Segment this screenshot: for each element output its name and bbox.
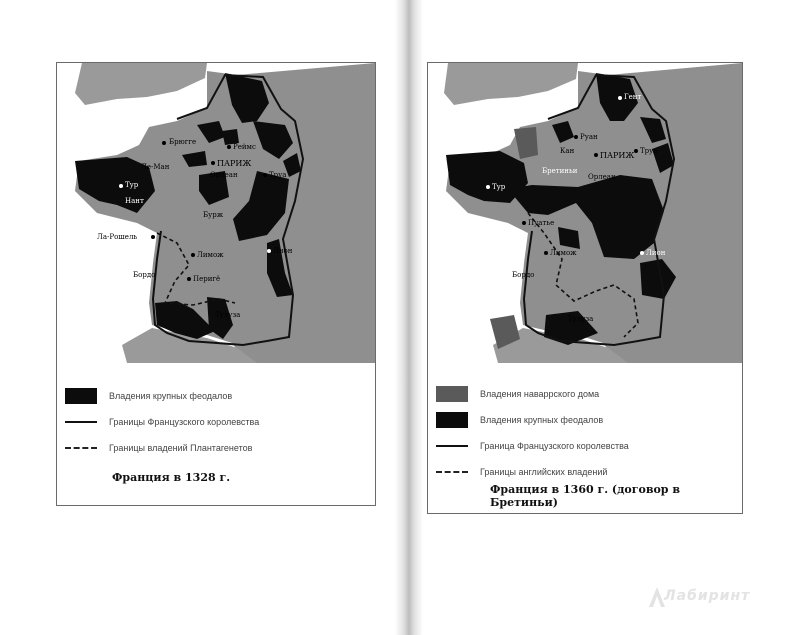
city-dot (544, 251, 548, 255)
city-dot (227, 145, 231, 149)
label-reims: Реймс (233, 143, 256, 151)
legend-swatch-gray (436, 386, 468, 402)
label-gent: Гент (624, 93, 642, 101)
legend-swatch-black (436, 412, 468, 428)
city-dot (574, 135, 578, 139)
label-puatye: Пуатье (528, 219, 555, 227)
legend-swatch-line (65, 421, 97, 423)
label-tur: Тур (492, 183, 506, 191)
label-lion: Лион (273, 247, 293, 255)
label-burzh: Бурж (203, 211, 224, 219)
legend-swatch-line (436, 445, 468, 447)
book-gutter (395, 0, 423, 635)
legend-row (436, 463, 736, 481)
label-bordo: Бордо (512, 271, 535, 279)
label-orlean: Орлеан (588, 173, 616, 181)
legend-row (65, 439, 365, 457)
label-bretin: Бретиньи (542, 167, 578, 175)
legend-swatch-dash (436, 471, 468, 473)
label-nant: Нант (125, 197, 144, 205)
label-bryugge: Брюгге (169, 138, 197, 146)
city-dot (267, 249, 271, 253)
legend-1360 (436, 385, 736, 489)
legend-label: Владения наваррского дома (480, 389, 600, 399)
label-tuluza: Тулуза (568, 315, 594, 323)
city-dot (162, 141, 166, 145)
legend-label: Границы владений Плантагенетов (109, 443, 253, 453)
city-dot (640, 251, 644, 255)
legend-label: Границы английских владений (480, 467, 608, 477)
label-ruan: Руан (580, 133, 598, 141)
legend-row (65, 387, 365, 405)
legend-row (436, 437, 736, 455)
capital-dot (594, 153, 598, 157)
label-orlean: Орлеан (210, 171, 238, 179)
city-dot (151, 235, 155, 239)
watermark-text: Лабиринт (664, 588, 751, 604)
label-trua: Труа (640, 147, 658, 155)
city-dot (263, 173, 267, 177)
city-dot (522, 221, 526, 225)
legend-row (436, 385, 736, 403)
legend-swatch-black (65, 388, 97, 404)
label-la-roshel: Ла-Рошель (97, 233, 138, 241)
city-dot (187, 277, 191, 281)
label-tuluza: Тулуза (215, 311, 241, 319)
city-dot (119, 184, 123, 188)
legend-label: Граница Французского королевства (480, 441, 629, 451)
caption-1328: Франция в 1328 г. (112, 471, 231, 484)
city-dot (486, 185, 490, 189)
label-bordo: Бордо (133, 271, 156, 279)
label-lion: Лион (646, 249, 666, 257)
label-trua: Труа (269, 171, 287, 179)
legend-1328 (65, 387, 365, 465)
label-perige: Перигё (193, 275, 221, 283)
label-limozh: Лимож (197, 251, 224, 259)
caption-1360: Франция в 1360 г. (договор в Бретиньи) (490, 483, 680, 509)
map-panel-1328 (56, 62, 376, 506)
legend-swatch-dash (65, 447, 97, 449)
legend-label: Владения крупных феодалов (109, 391, 233, 401)
city-dot (618, 96, 622, 100)
city-dot (191, 253, 195, 257)
label-limozh: Лимож (550, 249, 577, 257)
legend-label: Границы Французского королевства (109, 417, 260, 427)
legend-row (436, 411, 736, 429)
label-kan: Кан (560, 147, 575, 155)
label-le-man: Ле-Ман (141, 163, 170, 171)
label-tur: Тур (125, 181, 139, 189)
label-parizh: ПАРИЖ (217, 159, 252, 168)
map-panel-1360 (427, 62, 743, 514)
legend-label: Владения крупных феодалов (480, 415, 604, 425)
label-parizh: ПАРИЖ (600, 151, 635, 160)
legend-row (65, 413, 365, 431)
city-dot (634, 149, 638, 153)
capital-dot (211, 161, 215, 165)
